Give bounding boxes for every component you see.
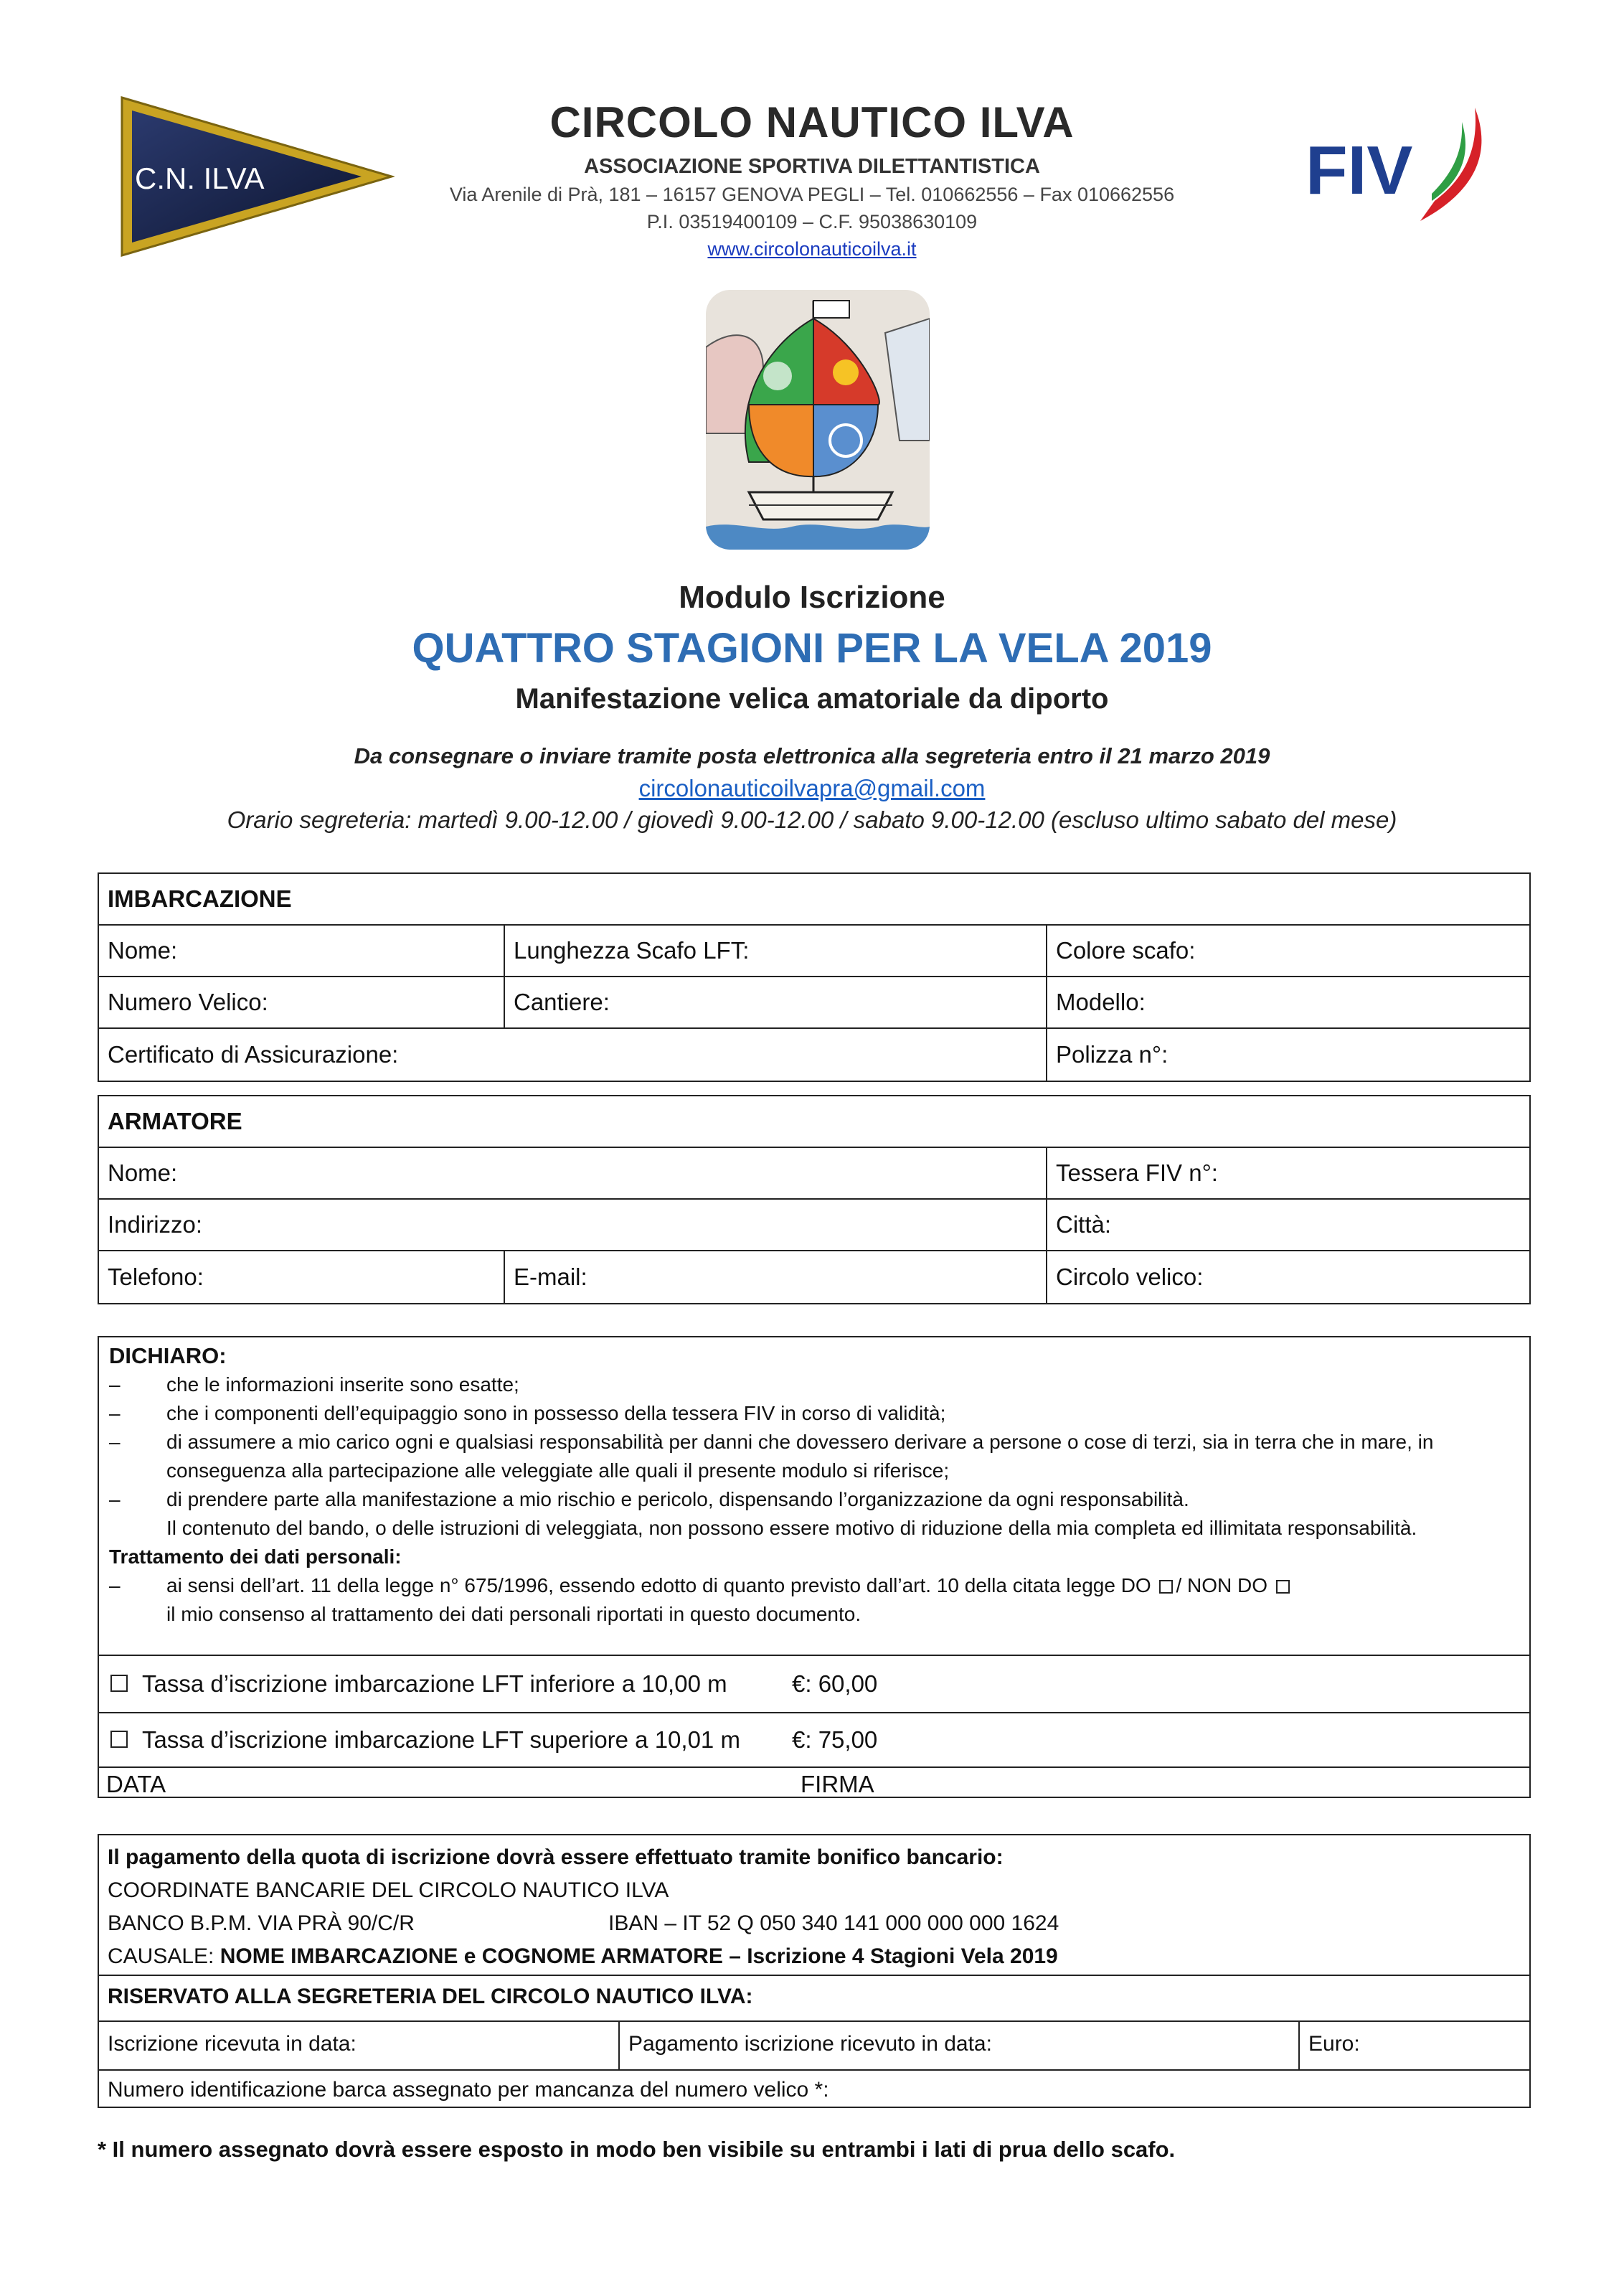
event-title: QUATTRO STAGIONI PER LA VELA 2019 <box>412 625 1212 672</box>
bank-name: BANCO B.P.M. VIA PRÀ 90/C/R <box>108 1911 415 1935</box>
fiv-text: FIV <box>1306 132 1413 209</box>
bank-coordinates-label: COORDINATE BANCARIE DEL CIRCOLO NAUTICO ILVA <box>108 1878 669 1902</box>
city-field[interactable]: Città: <box>1056 1211 1112 1238</box>
declaration-item: – che le informazioni inserite sono esatte; <box>109 1373 519 1396</box>
declaration-item: – di assumere a mio carico ogni e qualsiasi responsabilità per danni che dovessero derivare a persone o cose di terzi, sia in terra che in mare, in <box>109 1431 1434 1453</box>
date-signature-row <box>98 1766 1531 1798</box>
consent-no-checkbox[interactable] <box>1276 1580 1290 1594</box>
hull-color-field[interactable]: Colore scafo: <box>1056 937 1196 964</box>
declaration-item-continued: conseguenza alla partecipazione alle veleggiate alle quali il presente modulo si riferisce; <box>166 1459 950 1482</box>
owner-table <box>98 1095 1531 1304</box>
payment-title: Il pagamento della quota di iscrizione dovrà essere effettuato tramite bonifico bancario: <box>108 1845 1004 1869</box>
privacy-title: Trattamento dei dati personali: <box>109 1545 402 1568</box>
secretariat-email-link[interactable]: circolonauticoilvapra@gmail.com <box>638 775 986 801</box>
fee-under-10m-label: Tassa d’iscrizione imbarcazione LFT inferiore a 10,00 m <box>142 1670 727 1697</box>
payment-reason: CAUSALE: NOME IMBARCAZIONE e COGNOME ARMATORE – Iscrizione 4 Stagioni Vela 2019 <box>108 1944 1058 1968</box>
payment-received-date-field[interactable]: Pagamento iscrizione ricevuto in data: <box>628 2032 992 2056</box>
secretariat-title: RISERVATO ALLA SEGRETERIA DEL CIRCOLO NAUTICO ILVA: <box>108 1985 753 2008</box>
payment-box <box>98 1834 1531 2108</box>
fee-under-10m-checkbox[interactable] <box>110 1675 128 1692</box>
club-website-link[interactable]: www.circolonauticoilva.it <box>707 238 917 260</box>
policy-number-field[interactable]: Polizza n°: <box>1056 1041 1169 1068</box>
pennant-text: C.N. ILVA <box>135 161 265 195</box>
insurance-certificate-field[interactable]: Certificato di Assicurazione: <box>99 1029 1047 1081</box>
privacy-consent-line: – ai sensi dell’art. 11 della legge n° 675/1996, essendo edotto di quanto previsto dall’art. 10 della citata legge DO / NON DO <box>109 1571 1521 1600</box>
declaration-item: – che i componenti dell’equipaggio sono in possesso della tessera FIV in corso di validità; <box>109 1402 946 1424</box>
fee-under-10m-amount: €: 60,00 <box>792 1670 878 1697</box>
consent-yes-checkbox[interactable] <box>1159 1580 1173 1594</box>
fee-row-under-10m <box>98 1655 1531 1712</box>
boat-name-field[interactable]: Nome: <box>99 926 505 976</box>
signature-field[interactable]: FIRMA <box>801 1771 874 1797</box>
fee-over-10m-label: Tassa d’iscrizione imbarcazione LFT superiore a 10,01 m <box>142 1726 740 1753</box>
office-hours: Orario segreteria: martedì 9.00-12.00 / giovedì 9.00-12.00 / sabato 9.00-12.00 (escluso ultimo sabato del mese) <box>227 806 1397 833</box>
event-subtitle: Manifestazione velica amatoriale da diporto <box>515 683 1109 715</box>
boat-table <box>98 872 1531 1082</box>
date-field[interactable]: DATA <box>106 1771 166 1797</box>
delivery-instructions: Da consegnare o inviare tramite posta elettronica alla segreteria entro il 21 marzo 2019 <box>354 743 1270 768</box>
assigned-boat-number-field[interactable]: Numero identificazione barca assegnato per mancanza del numero velico *: <box>108 2078 829 2102</box>
owner-name-field[interactable]: Nome: <box>99 1148 1047 1198</box>
club-address: Via Arenile di Prà, 181 – 16157 GENOVA PEGLI – Tel. 010662556 – Fax 010662556 <box>449 184 1175 205</box>
fee-over-10m-checkbox[interactable] <box>110 1731 128 1748</box>
hull-length-field[interactable]: Lunghezza Scafo LFT: <box>505 926 1047 976</box>
club-fiscal: P.I. 03519400109 – C.F. 95038630109 <box>646 211 978 232</box>
declaration-title: DICHIARO: <box>109 1343 227 1368</box>
declaration-box <box>98 1336 1531 1798</box>
form-title: Modulo Iscrizione <box>679 580 945 615</box>
phone-field[interactable]: Telefono: <box>99 1251 505 1303</box>
euro-amount-field[interactable]: Euro: <box>1308 2032 1360 2056</box>
model-field[interactable]: Modello: <box>1056 989 1146 1015</box>
privacy-consent-line-continued: il mio consenso al trattamento dei dati personali riportati in questo documento. <box>166 1603 861 1625</box>
shipyard-field[interactable]: Cantiere: <box>505 977 1047 1027</box>
sail-number-field[interactable]: Numero Velico: <box>99 977 505 1027</box>
fee-row-over-10m <box>98 1712 1531 1766</box>
fiv-logo <box>1291 93 1499 237</box>
club-type: ASSOCIAZIONE SPORTIVA DILETTANTISTICA <box>584 155 1040 178</box>
owner-section-title: ARMATORE <box>108 1108 242 1134</box>
registration-received-date-field[interactable]: Iscrizione ricevuta in data: <box>108 2032 357 2056</box>
fiv-card-field[interactable]: Tessera FIV n°: <box>1056 1159 1218 1186</box>
club-name: CIRCOLO NAUTICO ILVA <box>549 98 1075 146</box>
sailing-club-field[interactable]: Circolo velico: <box>1056 1264 1204 1290</box>
boat-section-title: IMBARCAZIONE <box>108 885 292 912</box>
fee-over-10m-amount: €: 75,00 <box>792 1726 878 1753</box>
declaration-item: – di prendere parte alla manifestazione a mio rischio e pericolo, dispensando l’organizzazione da ogni responsabilità. <box>109 1488 1189 1510</box>
address-field[interactable]: Indirizzo: <box>99 1200 1047 1250</box>
iban: IBAN – IT 52 Q 050 340 141 000 000 000 1624 <box>608 1911 1059 1935</box>
declaration-item-continued: Il contenuto del bando, o delle istruzioni di veleggiata, non possono essere motivo di riduzione della mia completa ed illimitata responsabilità. <box>166 1517 1417 1539</box>
sail-artwork-image <box>706 290 930 550</box>
footnote: * Il numero assegnato dovrà essere esposto in modo ben visibile su entrambi i lati di prua dello scafo. <box>98 2137 1176 2162</box>
email-field[interactable]: E-mail: <box>505 1251 1047 1303</box>
